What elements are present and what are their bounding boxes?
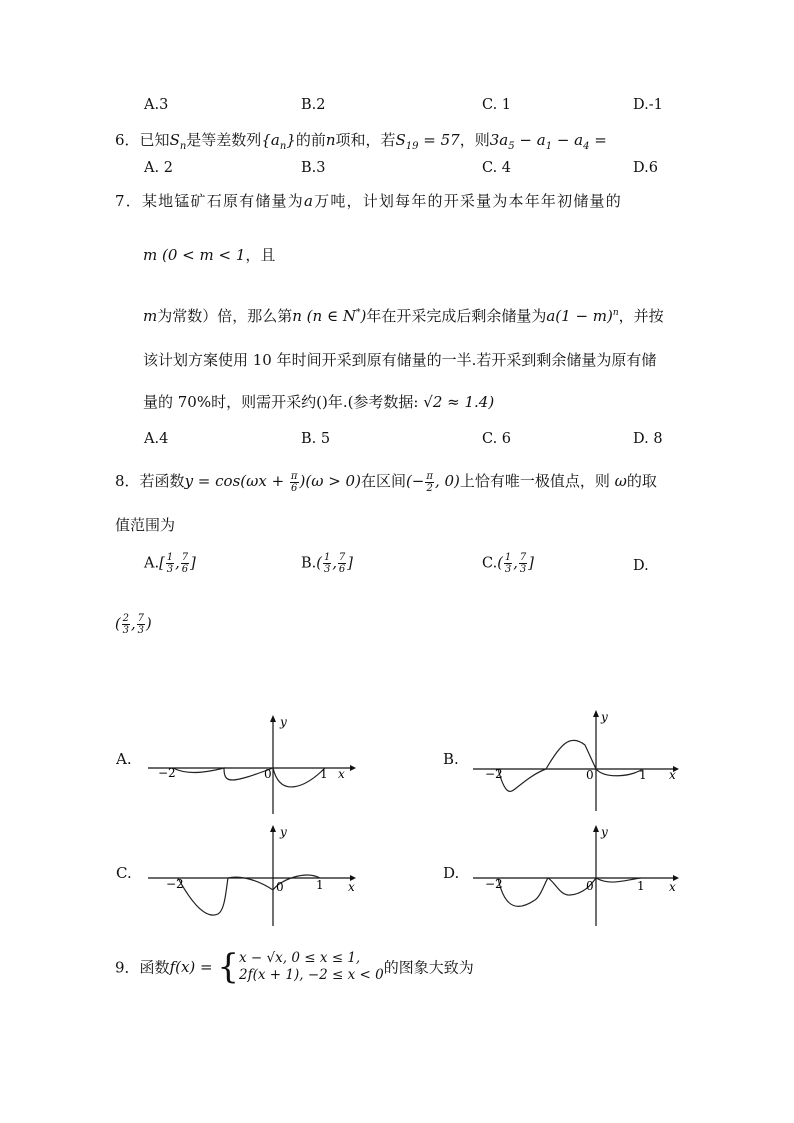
q7-line-1: 7．某地锰矿石原有储量为a万吨，计划每年的开采量为本年年初储量的 (115, 192, 622, 210)
y-axis-arrow-icon (270, 715, 276, 722)
graph-label-a[interactable]: A. (116, 750, 132, 768)
q6-number: 6． (115, 131, 140, 149)
q8-number: 8． (115, 472, 140, 490)
tick-0: 0 (586, 768, 594, 782)
curve (178, 875, 320, 915)
tick-neg2: −2 (166, 877, 184, 891)
curve (498, 740, 643, 791)
q5-option-c[interactable]: C. 1 (482, 97, 512, 113)
graph-d (465, 820, 685, 930)
curve (173, 768, 325, 787)
tick-1: 1 (320, 767, 328, 781)
q9-number: 9． (115, 958, 140, 977)
q6-stem: 6．已知$S_n$是等差数列$\{a_n\}$的前n项和，若$S_{19} = 57$，则$3a_5 - a_1 - a_4$ = (115, 131, 607, 152)
y-label: y (601, 825, 608, 839)
curve (498, 878, 641, 906)
q7-option-d[interactable]: D. 8 (633, 431, 663, 447)
q6-option-b[interactable]: B.3 (301, 160, 326, 176)
x-label: x (669, 768, 676, 782)
graph-b (465, 705, 685, 815)
x-label: x (348, 880, 355, 894)
tick-neg2: −2 (485, 877, 503, 891)
q8-option-a[interactable]: A.[ $\frac{1}{3}$ , $\frac{7}{6}$ ] (144, 552, 196, 575)
y-label: y (280, 715, 287, 729)
x-label: x (669, 880, 676, 894)
tick-neg2: −2 (158, 766, 176, 780)
graph-label-c[interactable]: C. (116, 864, 132, 882)
y-label: y (601, 710, 608, 724)
y-axis-arrow-icon (593, 825, 599, 832)
x-label: x (338, 767, 345, 781)
q6-option-d[interactable]: D.6 (633, 160, 658, 176)
q8-option-c[interactable]: C.( $\frac{1}{3}$ , $\frac{7}{3}$ ] (482, 552, 534, 575)
graph-a (140, 708, 360, 818)
q6-option-c[interactable]: C. 4 (482, 160, 512, 176)
q7-option-c[interactable]: C. 6 (482, 431, 512, 447)
graph-c (140, 820, 360, 930)
q7-option-a[interactable]: A.4 (144, 431, 169, 447)
y-label: y (280, 825, 287, 839)
tick-1: 1 (637, 879, 645, 893)
q6-option-a[interactable]: A. 2 (144, 160, 173, 176)
q7-line-5: 量的 70%时，则需开采约()年.(参考数据: √2 ≈ 1.4) (143, 393, 495, 411)
q8-option-b[interactable]: B.( $\frac{1}{3}$ , $\frac{7}{6}$ ] (301, 552, 353, 575)
q5-option-b[interactable]: B.2 (301, 97, 326, 113)
q8-line-1: 8．若函数y = cos(ωx + $\frac{\pi}{6}$ )(ω > 0)在区间(− $\frac{\pi}{2}$ , 0)上恰有唯一极值点，则 ω的取 (115, 470, 657, 494)
q5-option-d[interactable]: D.-1 (633, 97, 663, 113)
tick-0: 0 (276, 880, 284, 894)
piecewise-cases (239, 950, 384, 984)
q8-option-d[interactable]: D. (633, 558, 649, 574)
q8-line-2: 值范围为 (115, 516, 176, 534)
tick-1: 1 (316, 878, 324, 892)
q8-option-d-value: ( $\frac{2}{3}$ , $\frac{7}{3}$ ) (115, 613, 152, 636)
x-axis-arrow-icon (350, 765, 356, 771)
left-brace: { (217, 947, 240, 987)
graph-label-d[interactable]: D. (443, 864, 460, 882)
tick-0: 0 (264, 767, 272, 781)
tick-1: 1 (639, 768, 647, 782)
case-2: 2f(x + 1), −2 ≤ x < 0 (239, 967, 384, 983)
y-axis-arrow-icon (270, 825, 276, 832)
tick-neg2: −2 (485, 767, 503, 781)
y-axis-arrow-icon (593, 710, 599, 717)
q5-option-a[interactable]: A.3 (144, 97, 169, 113)
q7-number: 7． (115, 192, 142, 210)
q7-line-4: 该计划方案使用 10 年时间开采到原有储量的一半.若开采到剩余储量为原有储 (143, 351, 657, 369)
tick-0: 0 (586, 879, 594, 893)
q7-option-b[interactable]: B. 5 (301, 431, 331, 447)
case-1: x − √x, 0 ≤ x ≤ 1, (239, 950, 361, 966)
graph-label-b[interactable]: B. (443, 750, 459, 768)
q9-stem: 9．函数f(x) = { x − √x, 0 ≤ x ≤ 1, 2f(x + 1), −2 ≤ x < 0 的图象大致为 (115, 947, 474, 987)
q7-line-3: m为常数）倍，那么第n (n ∈ N*)年在开采完成后剩余储量为$a(1 - m)^n$，并按 (143, 307, 664, 325)
q7-line-2: m (0 < m < 1，且 (143, 246, 276, 264)
